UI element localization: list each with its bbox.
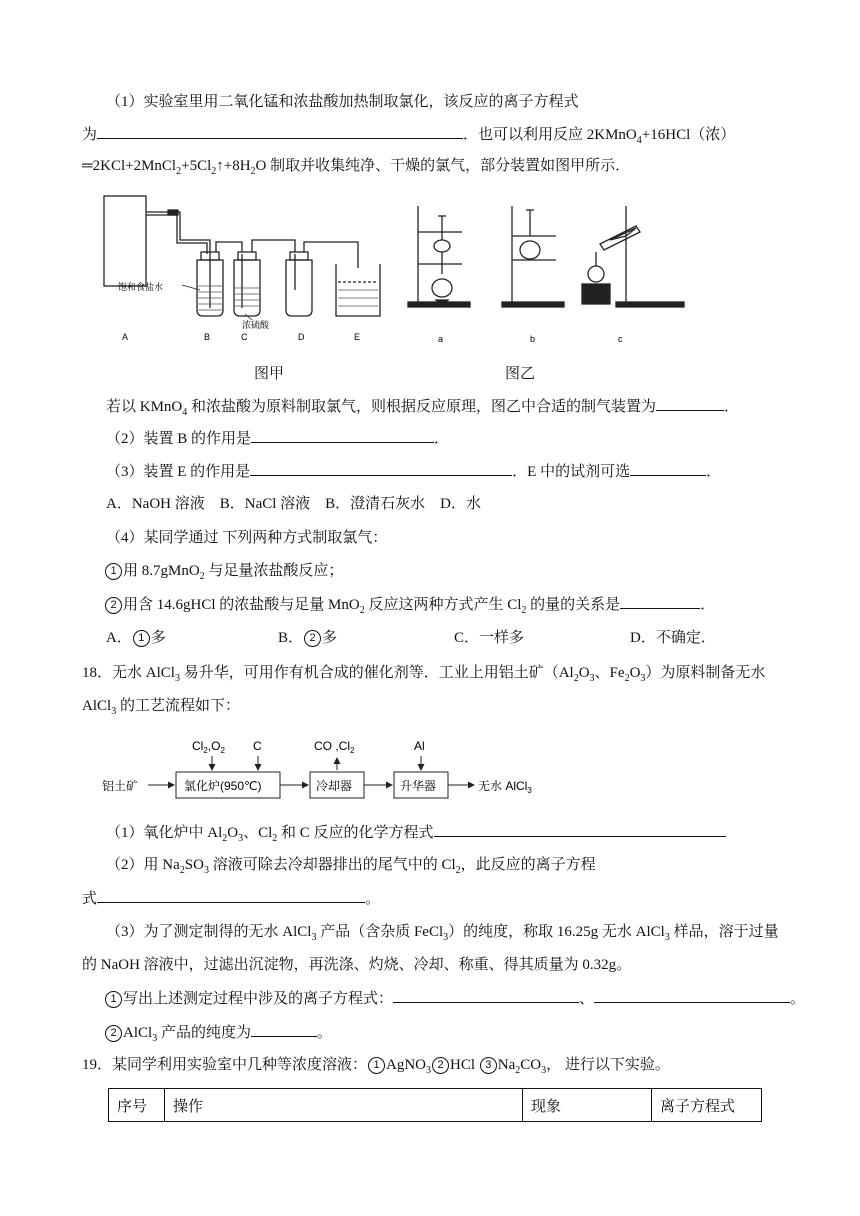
option-d[interactable]: D．不确定． [630, 630, 716, 646]
q18-sub3: （3）为了测定制得的无水 AlCl$_3$ 产品（含杂质 FeCl$_3$）的纯度，称取 16.25g 无水 AlCl$_3$ 样品，溶于过量 [106, 924, 779, 943]
apparatus-figure-jia [100, 190, 400, 350]
header-phenomenon: 现象 [523, 1089, 652, 1122]
q17-sub3-options: A．NaOH 溶液 B．NaCl 溶液 B．澄清石灰水 D．水 [106, 496, 481, 512]
label-conc-sulfuric: 浓硫酸 [242, 320, 270, 330]
answer-blank[interactable] [97, 124, 463, 139]
answer-blank[interactable] [393, 988, 579, 1003]
flow-box3-label: 升华器 [400, 779, 437, 793]
q17-sub3: （3）装置 E 的作用是 ．E 中的试剂可选 ． [106, 461, 721, 482]
flow-end: 无水 AlCl$_3$ [478, 779, 532, 795]
caption-yi: 图乙 [505, 365, 536, 382]
header-ionic-equation: 离子方程式 [652, 1089, 762, 1122]
flow-box1-label: 氯化炉(950℃) [184, 779, 262, 793]
label-a: A [122, 332, 129, 342]
answer-blank[interactable] [656, 396, 724, 411]
label-e: E [354, 332, 361, 342]
process-flow-diagram [100, 732, 560, 808]
flow-input1: $Cl_2,O_2$ [192, 739, 225, 755]
label-yi-b: b [530, 334, 536, 344]
q18-sub2-cont: 式 。 [82, 888, 380, 909]
flow-input-c: C [253, 739, 262, 753]
q18-sub3-cont: 的 NaOH 溶液中，过滤出沉淀物，再洗涤、灼烧、冷却、称重、得其质量为 0.32g。 [82, 957, 632, 973]
q18-sub3-item1: 1 写出上述测定过程中涉及的离子方程式： 、 。 [104, 988, 805, 1009]
q18-sub2: （2）用 $Na_2SO_3$ 溶液可除去冷却器排出的尾气中的 $Cl_2$，此反应的离子方程 [106, 857, 596, 876]
flow-input-al: Al [414, 739, 425, 753]
answer-blank[interactable] [251, 428, 434, 443]
flow-output2: CO $,Cl_2$ [314, 739, 355, 755]
q17-sub2: （2）装置 B 的作用是 ． [106, 428, 449, 449]
q17-sub4-item2: 2 用含 14.6gHCl 的浓盐酸与足量 MnO$_2$ 反应这两种方式产生 $Cl_2$ 的量的关系是 ． [104, 594, 715, 615]
q17-sub4-item1: 1 用 8.7gMnO$_2$ 与足量浓盐酸反应； [104, 561, 343, 581]
q19-line: 19．某同学利用实验室中几种等浓度溶液： 1 AgNO$_3$ 2 HCl 3 $Na_2CO_3$， 进行以下实验。 [82, 1057, 670, 1076]
label-b: B [204, 332, 211, 342]
label-saturated-brine: 饱和食盐水 [118, 282, 164, 292]
answer-blank[interactable] [630, 461, 706, 476]
label-c: C [241, 332, 248, 342]
flow-box2-label: 冷却器 [316, 779, 353, 793]
answer-blank[interactable] [594, 988, 790, 1003]
label-yi-a: a [438, 334, 444, 344]
flow-start: 铝土矿 [102, 779, 139, 793]
answer-blank[interactable] [434, 822, 726, 837]
option-a[interactable]: A． 1 多 [106, 630, 166, 646]
generator-box-a [104, 196, 146, 286]
option-c[interactable]: C．一样多 [454, 630, 525, 646]
q17-line3: $═2KCl+2MnCl_2+5Cl_2↑+8H_2O$ 制取并收集纯净、干燥的氯气，部分装置如图甲所示． [82, 158, 631, 177]
label-d: D [298, 332, 305, 342]
q17-sub4: （4）某同学通过 下列两种方式制取氯气： [106, 530, 388, 546]
q18-sub3-item2: 2 AlCl$_3$ 产品的纯度为 。 [104, 1022, 332, 1043]
experiment-table [108, 1088, 762, 1122]
label-yi-c: c [618, 334, 623, 344]
answer-blank[interactable] [620, 594, 700, 609]
q18-line1: 18．无水 AlCl$_3$ 易升华，可用作有机合成的催化剂等．工业上用铝土矿（$Al_2O_3$、$Fe_2O_3$）为原料制备无水 [82, 665, 766, 684]
q17-line2: 为 ．也可以利用反应 2KMnO$_4$+16HCl（浓） [82, 124, 735, 145]
answer-blank[interactable] [251, 1022, 317, 1037]
q17-kmno4-line: 若以 KMnO$_4$ 和浓盐酸为原料制取氯气，则根据反应原理，图乙中合适的制气装置为 ． [106, 396, 739, 417]
q18-sub1: （1）氧化炉中 $Al_2O_3$、$Cl_2$ 和 C 反应的化学方程式 [106, 822, 726, 843]
q17-line1: （1）实验室里用二氧化锰和浓盐酸加热制取氯化，该反应的离子方程式 [106, 94, 579, 110]
table-header-row [109, 1089, 762, 1122]
apparatus-figure-yi [400, 196, 700, 348]
header-operation: 操作 [165, 1089, 523, 1122]
q18-line2: AlCl$_3$ 的工艺流程如下： [82, 698, 240, 717]
option-b[interactable]: B． 2 多 [278, 630, 338, 646]
header-seq: 序号 [109, 1089, 165, 1122]
answer-blank[interactable] [250, 461, 512, 476]
caption-jia: 图甲 [254, 365, 285, 382]
answer-blank[interactable] [97, 888, 365, 903]
